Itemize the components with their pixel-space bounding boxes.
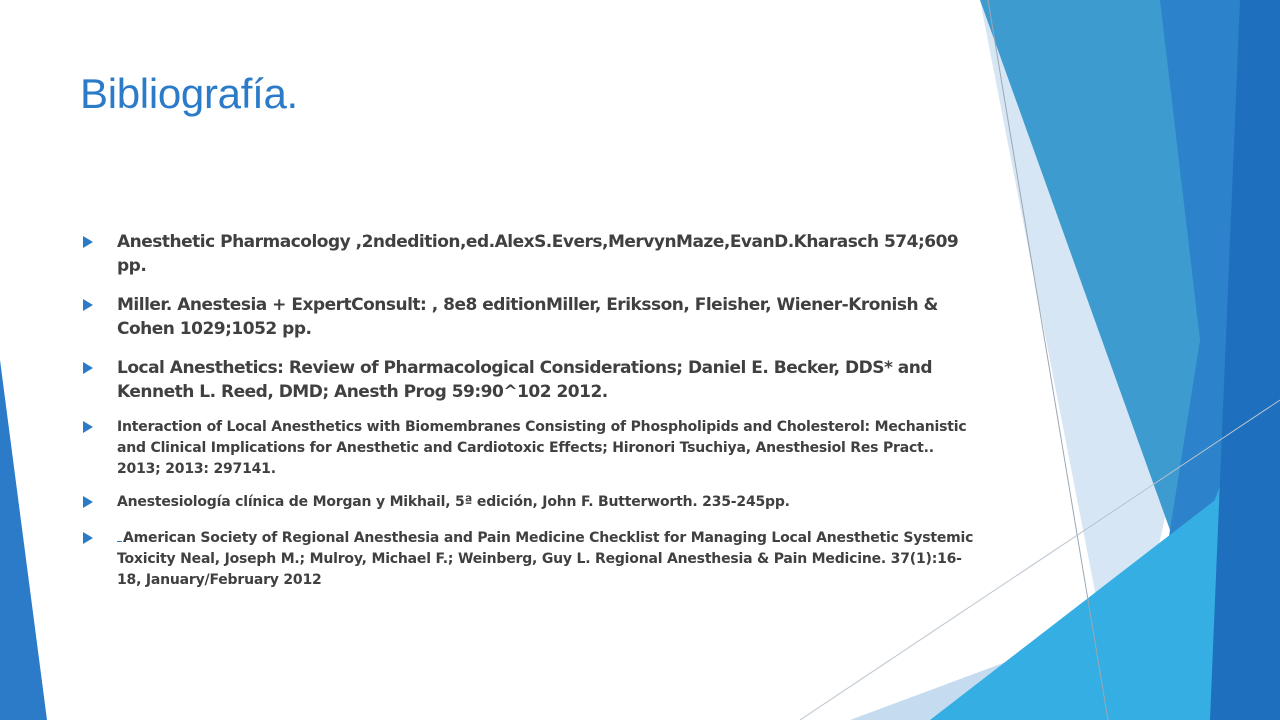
triangle-bullet-icon <box>83 496 93 508</box>
decor-shape-left <box>0 360 47 720</box>
reference-list <box>80 230 975 591</box>
reference-text: Interaction of Local Anesthetics with Biomembranes Consisting of Phospholipids and Cholesterol: Mechanistic and Clinical Implications for Anesthetic and Cardiotoxic Effects; Hironori Tsuchiya, Anesthesiol Res Pract.. 2013; 2013: 297141. <box>117 419 967 477</box>
reference-item <box>80 417 975 480</box>
reference-item <box>80 230 975 278</box>
reference-item <box>80 356 975 404</box>
reference-item <box>80 528 975 591</box>
triangle-bullet-icon <box>83 532 93 544</box>
reference-item <box>80 293 975 341</box>
reference-text: Anesthetic Pharmacology ,2ndedition,ed.AlexS.Evers,MervynMaze,EvanD.Kharasch 574;609 pp. <box>117 232 959 276</box>
reference-text: Anestesiología clínica de Morgan y Mikhail, 5ª edición, John F. Butterworth. 235-245pp. <box>117 494 790 510</box>
reference-text: American Society of Regional Anesthesia and Pain Medicine Checklist for Managing Local Anesthetic Systemic Toxicity Neal, Joseph M.; Mulroy, Michael F.; Weinberg, Guy L. Regional Anesthesia & Pain Medicine. 37(1):16-18, January/February 2012 <box>117 530 974 588</box>
hyperlink-marker[interactable] <box>117 529 122 542</box>
reference-text: Local Anesthetics: Review of Pharmacological Considerations; Daniel E. Becker, DDS* and Kenneth L. Reed, DMD; Anesth Prog 59:90^102 2012. <box>117 358 932 402</box>
reference-item <box>80 492 975 513</box>
triangle-bullet-icon <box>83 299 93 311</box>
triangle-bullet-icon <box>83 236 93 248</box>
slide-title: Bibliografía. <box>80 70 298 117</box>
triangle-bullet-icon <box>83 421 93 433</box>
triangle-bullet-icon <box>83 362 93 374</box>
reference-text: Miller. Anestesia + ExpertConsult: , 8e8 editionMiller, Eriksson, Fleisher, Wiener-Kronish & Cohen 1029;1052 pp. <box>117 295 938 339</box>
